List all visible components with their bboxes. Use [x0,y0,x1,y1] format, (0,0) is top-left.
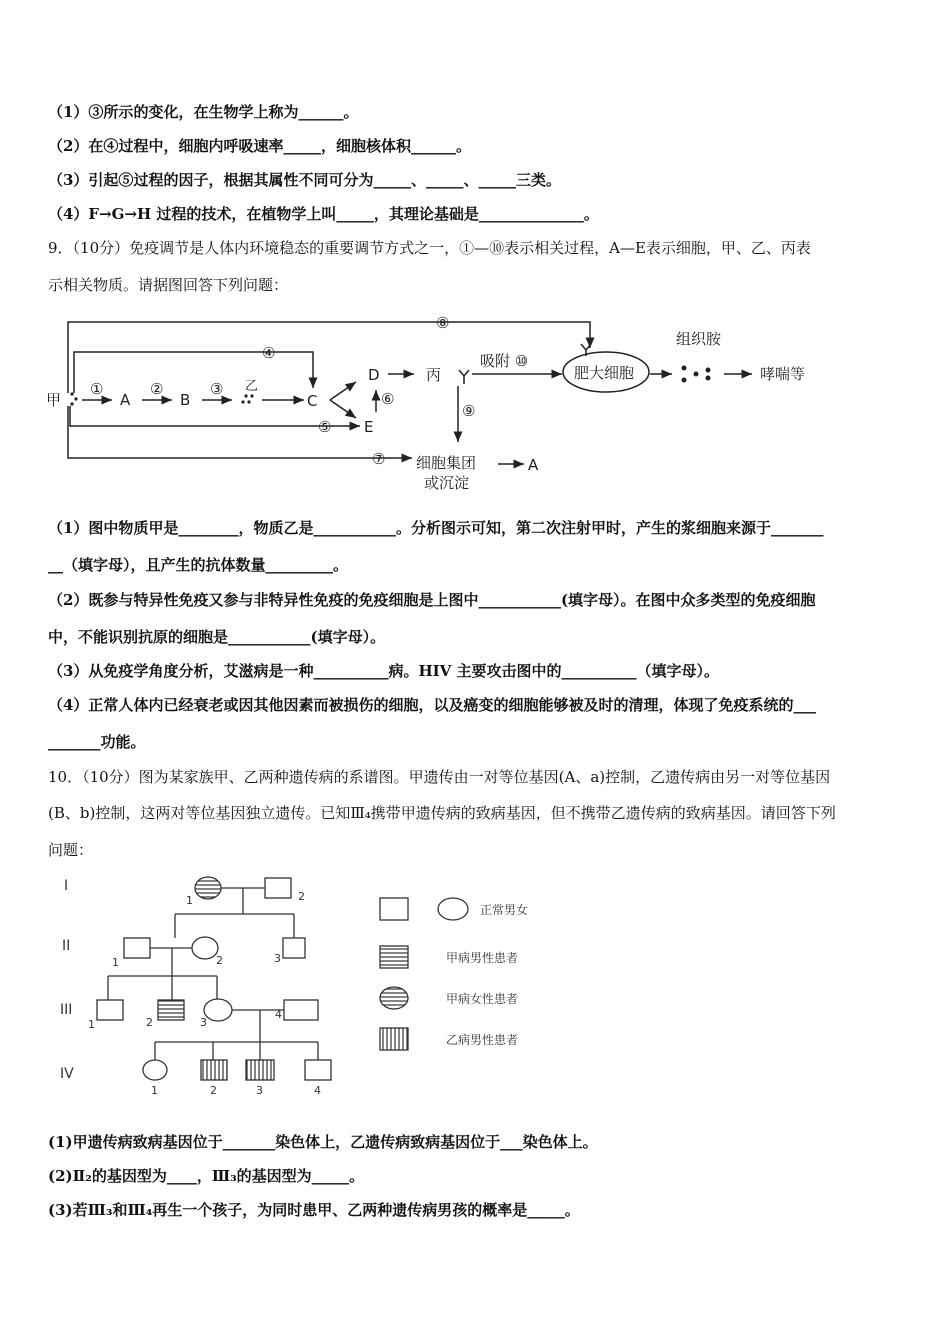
label-wheeze: 哮喘等 [760,365,806,383]
label-mast-cell: 肥大细胞 [574,364,635,382]
q8-part4: （4）F→G→H 过程的技术，在植物学上叫_____，其理论基础是______________。 [48,205,599,223]
label-cell-cluster: 细胞集团 [416,454,477,472]
label-yi: 乙 [245,379,259,394]
q9-part1-line1: （1）图中物质甲是________，物质乙是___________。分析图示可知，第二次注射甲时，产生的浆细胞来源于_______ [48,519,824,537]
q10-part3: (3)若Ⅲ₃和Ⅲ₄再生一个孩子，为同时患甲、乙两种遗传病男孩的概率是_____。 [48,1201,580,1219]
step-7: ⑦ [372,450,386,468]
step-3: ③ [210,380,224,398]
q9-part1-line2: __（填字母），且产生的抗体数量_________。 [48,556,349,574]
q10-part1: (1)甲遗传病致病基因位于_______染色体上，乙遗传病致病基因位于___染色体上。 [48,1133,598,1151]
gen-I-label: I [64,878,69,894]
iii3-num: 3 [200,1016,207,1029]
immune-diagram [40,308,840,498]
label-C: C [307,392,318,410]
iv4-num: 4 [314,1084,321,1097]
q10-part2: (2)Ⅱ₂的基因型为____，Ⅲ₃的基因型为_____。 [48,1167,365,1185]
ii3-num: 3 [274,952,281,965]
label-bing: 丙 [426,366,442,384]
q9-stem-line2: 示相关物质。请据图回答下列问题： [48,276,289,294]
q8-part1: （1）③所示的变化，在生物学上称为______。 [48,103,359,121]
q9-part2-line1: （2）既参与特异性免疫又参与非特异性免疫的免疫细胞是上图中___________(填字母）。在图中众多类型的免疫细胞 [48,591,816,609]
gen-IV-label: IV [60,1066,74,1082]
q10-stem-line3: 问题： [48,841,94,859]
iv1-num: 1 [151,1084,158,1097]
iv2-num: 2 [210,1084,217,1097]
step-4: ④ [262,344,276,362]
step-9: ⑨ [462,402,476,420]
iii1-num: 1 [88,1018,95,1031]
step-2: ② [150,380,164,398]
label-jia: 甲 [46,391,62,409]
iv3-num: 3 [256,1084,263,1097]
gen-III-label: III [60,1002,73,1018]
gen-II-label: II [62,938,71,954]
label-precipitate: 或沉淀 [424,474,470,492]
i2-num: 2 [298,890,305,903]
label-B: B [180,391,191,409]
q9-part3: （3）从免疫学角度分析，艾滋病是一种__________病。HIV 主要攻击图中的__________（填字母）。 [48,662,719,680]
q10-stem-line2: (B、b)控制，这两对等位基因独立遗传。已知Ⅲ₄携带甲遗传病的致病基因，但不携带乙遗传病的致病基因。请回答下列 [48,804,836,822]
step-5: ⑤ [318,418,332,436]
pedigree-chart [50,868,570,1098]
iii4-num: 4 [275,1008,282,1021]
q9-part4-line1: （4）正常人体内已经衰老或因其他因素而被损伤的细胞，以及癌变的细胞能够被及时的清理，体现了免疫系统的___ [48,696,816,714]
step-8: ⑧ [436,314,450,332]
label-A: A [120,391,131,409]
ii2-num: 2 [216,954,223,967]
step-6: ⑥ [381,390,395,408]
label-A-result: A [528,456,539,474]
legend-a-female: 甲病女性患者 [446,992,519,1006]
step-10-adsorb: 吸附 ⑩ [480,352,529,370]
q9-part2-line2: 中，不能识别抗原的细胞是___________(填字母）。 [48,628,386,646]
label-histamine: 组织胺 [676,330,722,348]
iii2-num: 2 [146,1016,153,1029]
label-E: E [364,418,374,436]
q9-stem-line1: 9．（10分）免疫调节是人体内环境稳态的重要调节方式之一，①—⑩表示相关过程，A—E表示细胞，甲、乙、丙表 [48,239,811,257]
ii1-num: 1 [112,956,119,969]
legend-normal: 正常男女 [480,903,529,917]
step-1: ① [90,380,104,398]
q9-part4-line2: _______功能。 [48,733,146,751]
i1-num: 1 [186,894,193,907]
legend-b-male: 乙病男性患者 [446,1033,519,1047]
label-D: D [368,366,380,384]
q10-stem-line1: 10．（10分）图为某家族甲、乙两种遗传病的系谱图。甲遗传由一对等位基因(A、a)控制，乙遗传病由另一对等位基因 [48,768,831,786]
q8-part3: （3）引起⑤过程的因子，根据其属性不同可分为_____、_____、_____三类。 [48,171,561,189]
q8-part2: （2）在④过程中，细胞内呼吸速率_____，细胞核体积______。 [48,137,471,155]
legend-a-male: 甲病男性患者 [446,951,519,965]
